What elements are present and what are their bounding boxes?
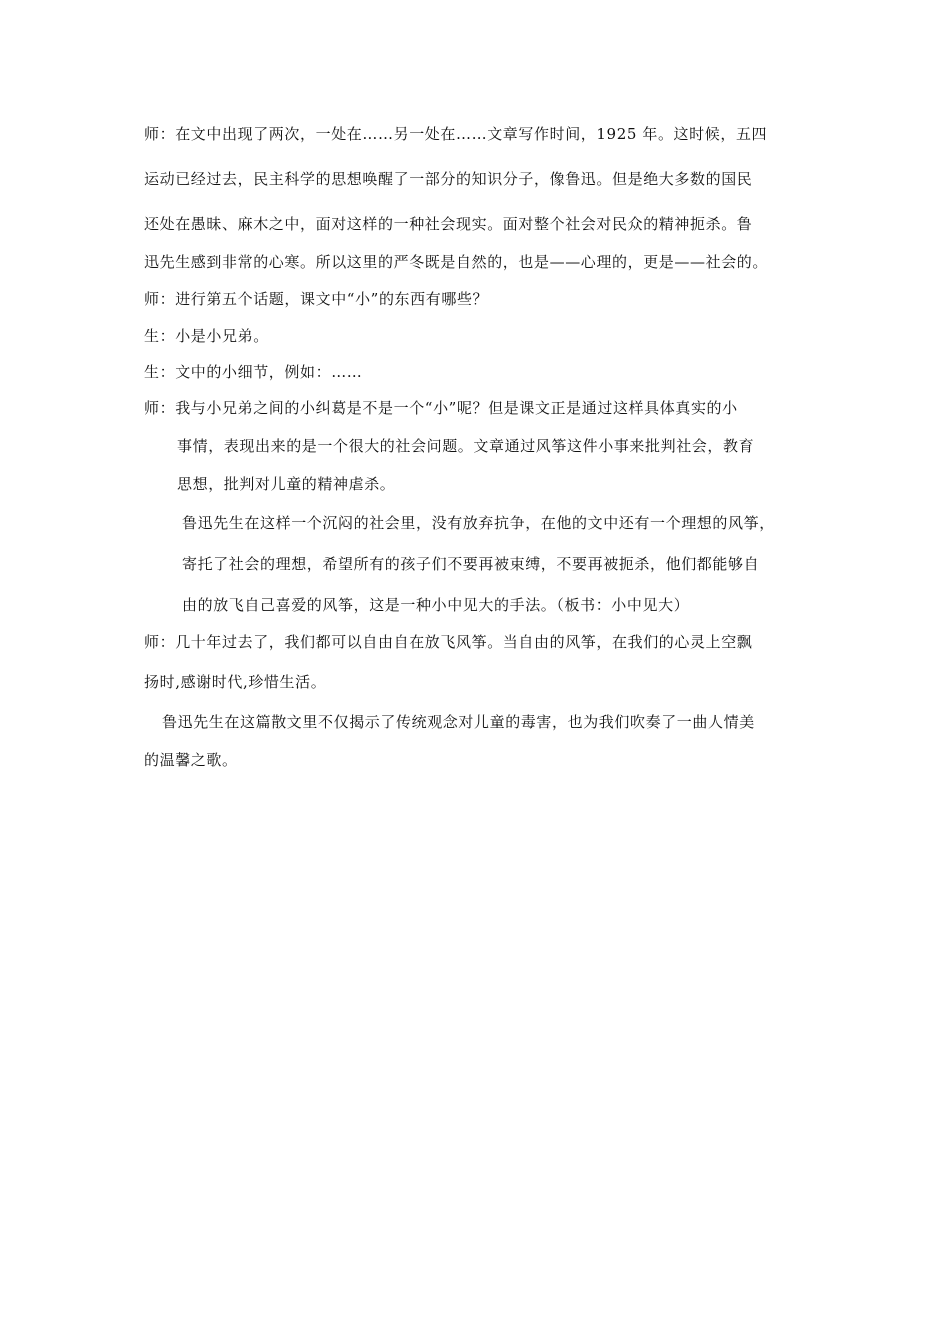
text-line-7: 生：文中的小细节，例如：…… xyxy=(144,363,363,381)
text-line-10: 思想，批判对儿童的精神虐杀。 xyxy=(177,475,396,493)
text-line-15: 扬时,感谢时代,珍惜生活。 xyxy=(144,673,327,691)
text-line-2: 运动已经过去，民主科学的思想唤醒了一部分的知识分子，像鲁迅。但是绝大多数的国民 xyxy=(144,170,753,188)
text-line-17: 的温馨之歌。 xyxy=(144,751,238,769)
text-line-13: 由的放飞自己喜爱的风筝，这是一种小中见大的手法。（板书：小中见大） xyxy=(182,596,690,614)
text-line-3: 还处在愚昧、麻木之中，面对这样的一种社会现实。面对整个社会对民众的精神扼杀。鲁 xyxy=(144,215,753,233)
text-line-9: 事情，表现出来的是一个很大的社会问题。文章通过风筝这件小事来批判社会，教育 xyxy=(177,437,755,455)
text-line-1: 师：在文中出现了两次，一处在……另一处在……文章写作时间，1925 年。这时候，五四 xyxy=(144,125,768,143)
text-line-11: 鲁迅先生在这样一个沉闷的社会里，没有放弃抗争，在他的文中还有一个理想的风筝， xyxy=(182,514,775,532)
text-line-12: 寄托了社会的理想，希望所有的孩子们不要再被束缚，不要再被扼杀，他们都能够自 xyxy=(182,555,760,573)
text-line-6: 生：小是小兄弟。 xyxy=(144,327,269,345)
text-line-14: 师：几十年过去了，我们都可以自由自在放飞风筝。当自由的风筝，在我们的心灵上空飘 xyxy=(144,633,753,651)
text-line-8: 师：我与小兄弟之间的小纠葛是不是一个“小”呢？但是课文正是通过这样具体真实的小 xyxy=(144,399,738,417)
text-line-5: 师：进行第五个话题，课文中“小”的东西有哪些？ xyxy=(144,290,489,308)
text-line-16: 鲁迅先生在这篇散文里不仅揭示了传统观念对儿童的毒害，也为我们吹奏了一曲人情美 xyxy=(162,713,755,731)
text-line-4: 迅先生感到非常的心寒。所以这里的严冬既是自然的，也是——心理的，更是——社会的。 xyxy=(144,253,769,271)
